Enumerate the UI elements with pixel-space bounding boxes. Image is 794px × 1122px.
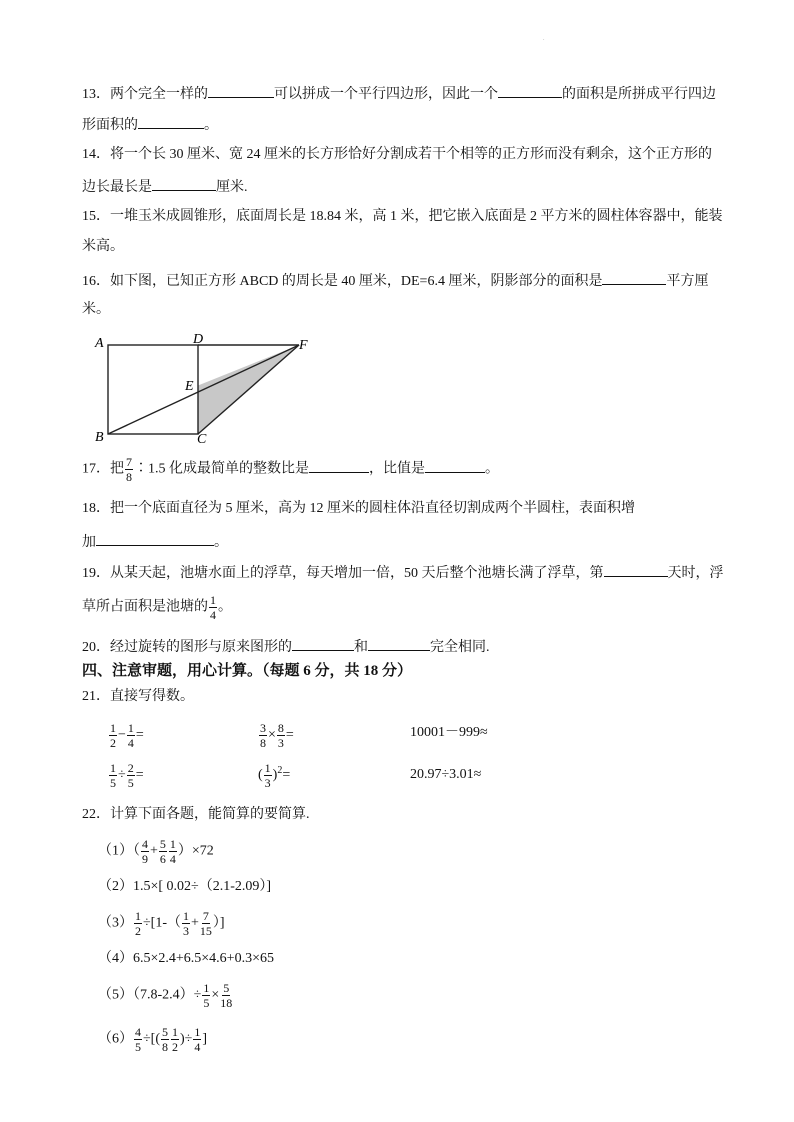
q14-text-c: 厘米.: [216, 180, 248, 195]
q19-num: 19．: [82, 566, 110, 581]
q21-item-1: $\frac{1}{2}$ − $\frac{1}{4}$ =: [110, 721, 144, 750]
q15-text-a: 一堆玉米成圆锥形，底面周长是 18.84 米，高 1 米，把它嵌入底面是 2 平方米的圆柱体容器中，能装: [110, 209, 723, 224]
q15-num: 15．: [82, 209, 110, 224]
q13-text-e: 。: [204, 118, 218, 133]
q22-text: 计算下面各题，能简算的要简算.: [110, 807, 310, 822]
q16-blank[interactable]: [602, 272, 666, 285]
q18-text-a: 把一个底面直径为 5 厘米，高为 12 厘米的圆柱体沿直径切割成两个半圆柱，表面积增: [110, 501, 635, 516]
q19-fraction: $\frac{1}{4}$: [210, 593, 216, 622]
q19-text-d: 。: [218, 599, 232, 615]
q17-blank-2[interactable]: [425, 460, 485, 473]
q13-text-b: 可以拼成一个平行四边形，因此一个: [274, 87, 498, 102]
q14-text-b: 边长最长是: [82, 180, 152, 195]
q13-text-a: 两个完全一样的: [110, 87, 208, 102]
q22-problem-2: （2）1.5×[ 0.02÷（2.1-2.09）]: [98, 879, 272, 894]
q19-text-b: 天时，浮: [667, 566, 724, 581]
q17-num: 17．: [82, 461, 110, 477]
label-e: E: [185, 379, 194, 394]
question-13-line1: [82, 85, 716, 102]
q18-blank[interactable]: [96, 533, 214, 546]
q20-blank-1[interactable]: [292, 638, 354, 651]
label-c: C: [197, 432, 207, 447]
q22-problem-4: （4）6.5×2.4+6.5×4.6+0.3×65: [98, 951, 274, 966]
label-b: B: [95, 430, 104, 445]
q21-num: 21．: [82, 689, 110, 704]
question-17: [82, 456, 499, 483]
q15-text-b: 米高。: [82, 239, 124, 254]
question-20: [82, 638, 490, 655]
q16-text-c: 米。: [82, 302, 110, 317]
q14-blank[interactable]: [152, 178, 216, 191]
q13-blank-3[interactable]: [138, 116, 204, 129]
label-a: A: [95, 336, 104, 351]
q13-blank-2[interactable]: [498, 85, 562, 98]
question-14-line1: [82, 148, 712, 162]
q16-text-b: 平方厘: [666, 274, 709, 289]
q20-blank-2[interactable]: [368, 638, 430, 651]
question-15-line2: [82, 240, 124, 254]
q20-text-a: 经过旋转的图形与原来图形的: [110, 640, 292, 655]
q22-problem-3: （3） $\frac{1}{2}$ ÷[1-（ $\frac{1}{3}$ + $\frac{7}{15}$ ）]: [98, 909, 225, 938]
label-f: F: [299, 338, 308, 353]
q22-num: 22．: [82, 807, 110, 822]
q13-num: 13．: [82, 87, 110, 102]
q17-text-d: 。: [485, 461, 499, 477]
q17-text-a: 把: [110, 461, 124, 477]
q17-blank-1[interactable]: [309, 460, 369, 473]
q21-item-2: $\frac{3}{8}$ × $\frac{8}{3}$ =: [260, 721, 294, 750]
q13-text-d: 形面积的: [82, 118, 138, 133]
q14-text-a: 将一个长 30 厘米、宽 24 厘米的长方形恰好分割成若干个相等的正方形而没有剩余，这个正方形的: [110, 147, 712, 162]
q21-item-3: 10001－999≈: [410, 725, 488, 740]
q20-text-c: 完全相同.: [430, 640, 490, 655]
question-13-line2: [82, 116, 218, 133]
q18-text-b: 加: [82, 535, 96, 550]
question-21-title: [82, 690, 194, 704]
section-4-title: 四、注意审题，用心计算。（每题 6 分，共 18 分）: [82, 663, 413, 679]
q21-item-5: ( $\frac{1}{3}$ )$^2$=: [258, 761, 291, 790]
q18-text-c: 。: [214, 535, 228, 550]
q21-item-6: 20.97÷3.01≈: [410, 767, 482, 782]
question-16-line2: [82, 303, 110, 317]
question-16-line1: [82, 272, 708, 289]
question-15-line1: [82, 210, 723, 224]
question-14-line2: [82, 178, 248, 195]
q13-blank-1[interactable]: [208, 85, 274, 98]
question-22-title: [82, 808, 310, 822]
q20-text-b: 和: [354, 640, 368, 655]
q16-text-a: 如下图，已知正方形 ABCD 的周长是 40 厘米，DE=6.4 厘米，阴影部分的面积是: [110, 274, 603, 289]
q20-num: 20．: [82, 640, 110, 655]
q14-num: 14．: [82, 147, 110, 162]
q17-text-b: ∶1.5 化成最简单的整数比是: [134, 461, 309, 477]
q18-num: 18．: [82, 501, 110, 516]
header-mark: .: [543, 36, 545, 42]
label-d: D: [193, 332, 204, 347]
square-figure: [92, 328, 322, 450]
q19-text-c: 草所占面积是池塘的: [82, 599, 208, 615]
q21-text: 直接写得数。: [110, 689, 194, 704]
q22-problem-5: （5）（7.8-2.4）÷ $\frac{1}{5}$ × $\frac{5}{18}$: [98, 981, 233, 1010]
q22-problem-6: （6） $\frac{4}{5}$ ÷[( $\frac{5}{8}$ $\frac{1}{2}$ )÷ $\frac{1}{4}$ ]: [98, 1025, 208, 1054]
q17-text-c: ，比值是: [369, 461, 425, 477]
q19-text-a: 从某天起，池塘水面上的浮草，每天增加一倍，50 天后整个池塘长满了浮草，第: [110, 566, 604, 581]
question-18-line1: [82, 502, 635, 516]
question-19-line1: [82, 564, 724, 581]
q13-text-c: 的面积是所拼成平行四边: [562, 87, 716, 102]
q21-item-4: $\frac{1}{5}$ ÷ $\frac{2}{5}$ =: [110, 761, 144, 790]
q16-num: 16．: [82, 274, 110, 289]
q17-fraction: $\frac{7}{8}$: [126, 455, 132, 484]
question-19-line2: [82, 594, 232, 621]
q22-problem-1: （1）（ $\frac{4}{9}$ + $\frac{5}{6}$ $\frac{1}{4}$ ）×72: [98, 837, 214, 866]
q19-blank[interactable]: [604, 564, 668, 577]
question-18-line2: [82, 533, 228, 550]
